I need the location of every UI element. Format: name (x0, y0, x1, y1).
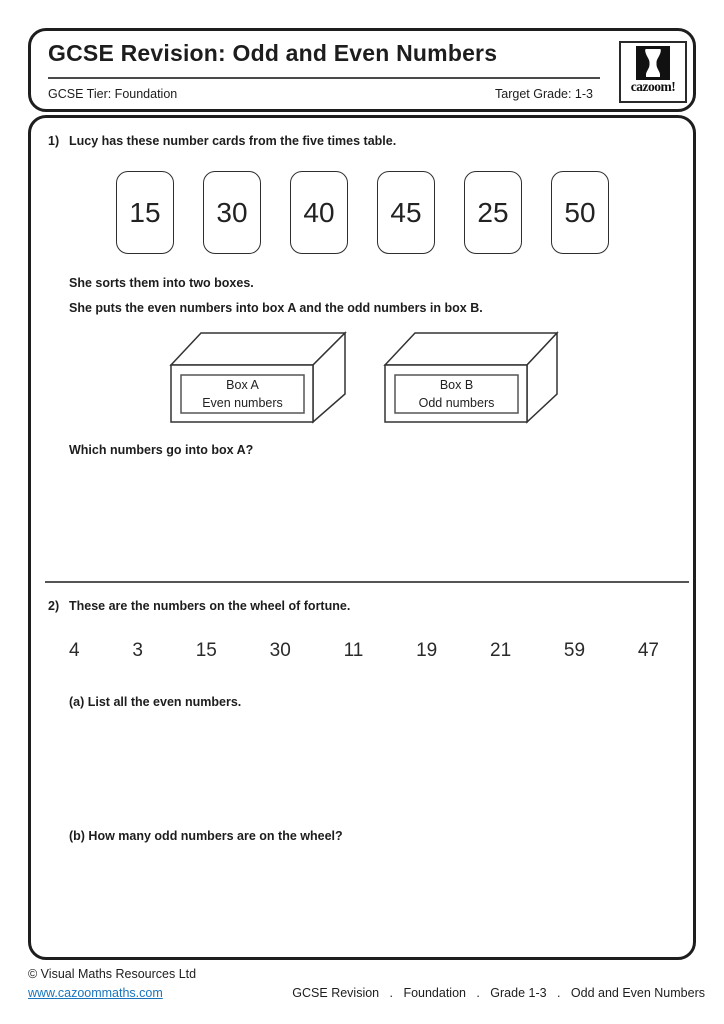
box-a-subtitle: Even numbers (202, 396, 283, 410)
wheel-number: 3 (132, 640, 143, 661)
wheel-number: 15 (195, 640, 217, 661)
card-value: 25 (477, 196, 509, 228)
wheel-number: 47 (637, 640, 659, 661)
card-value: 30 (216, 196, 248, 228)
number-card (377, 171, 435, 254)
number-card (203, 171, 261, 254)
website-link[interactable]: www.cazoommaths.com (28, 986, 163, 1000)
q1-prompt: Which numbers go into box A? (69, 443, 254, 457)
cazoom-logo (619, 41, 687, 103)
box-b-subtitle: Odd numbers (418, 396, 495, 410)
question-2-text: These are the numbers on the wheel of fortune. (69, 599, 351, 613)
number-card (290, 171, 348, 254)
header-panel (28, 28, 696, 112)
question-1-number: 1) (48, 134, 60, 148)
question-2-number: 2) (48, 599, 60, 613)
page-title: GCSE Revision: Odd and Even Numbers (48, 40, 498, 66)
box-b-label (395, 375, 518, 413)
target-grade-label: Target Grade: 1-3 (495, 87, 593, 101)
question-1 (48, 134, 396, 148)
wheel-number: 59 (563, 640, 586, 661)
card-value: 45 (390, 196, 422, 228)
card-value: 40 (303, 196, 335, 228)
wheel-number: 19 (416, 640, 438, 661)
logo-wordmark: cazoom! (630, 79, 676, 94)
wheel-numbers-row (69, 640, 659, 662)
wheel-number: 11 (343, 640, 364, 661)
q2-part-a: (a) List all the even numbers. (69, 695, 242, 709)
hourglass-icon (635, 46, 671, 80)
q1-sort-sentence: She sorts them into two boxes. (69, 276, 254, 290)
question-2 (48, 599, 350, 613)
q1-rule-sentence: She puts the even numbers into box A and the odd numbers in box B. (69, 301, 483, 315)
copyright-text: © Visual Maths Resources Ltd (28, 967, 197, 981)
number-card (116, 171, 174, 254)
number-card (464, 171, 522, 254)
question-1-text: Lucy has these number cards from the five times table. (69, 134, 397, 148)
worksheet-panel (28, 115, 696, 960)
title-divider (48, 77, 600, 79)
tier-label: GCSE Tier: Foundation (48, 87, 178, 101)
card-value: 50 (564, 196, 596, 228)
box-a-label (181, 375, 304, 413)
box-a-name: Box A (226, 377, 259, 392)
card-value: 15 (129, 196, 161, 228)
footer-doc-info: GCSE Revision . Foundation . Grade 1-3 . Odd and Even Numbers (292, 986, 705, 1000)
wheel-number: 21 (490, 640, 512, 661)
q2-part-b: (b) How many odd numbers are on the wheel? (69, 829, 343, 843)
wheel-number: 30 (269, 640, 291, 661)
box-b-name: Box B (439, 377, 474, 392)
sorting-boxes-figure (158, 323, 578, 437)
number-card (551, 171, 609, 254)
section-divider (45, 581, 689, 583)
number-cards-row (116, 171, 609, 254)
wheel-number: 4 (69, 640, 80, 661)
